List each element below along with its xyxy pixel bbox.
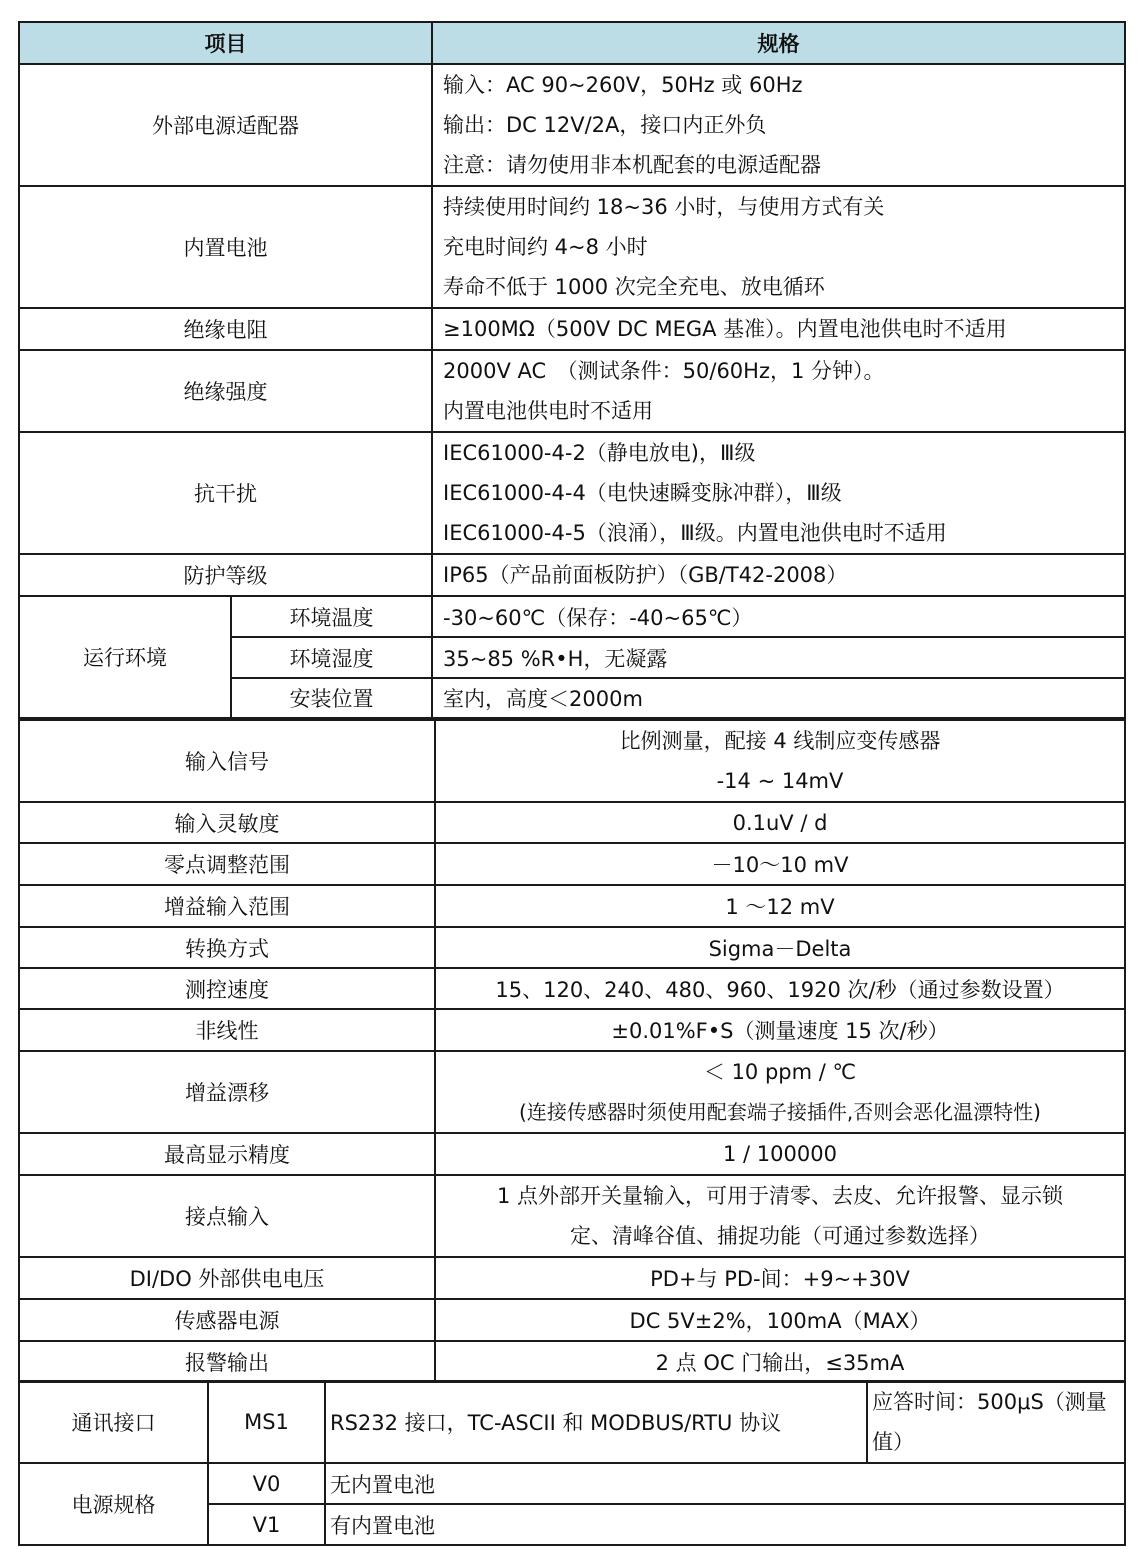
header-spec: 规格 — [432, 22, 1125, 64]
value-line: ≥100MΩ（500V DC MEGA 基准）。内置电池供电时不适用 — [443, 317, 1007, 341]
table-row — [19, 843, 1125, 885]
table-row — [19, 885, 1125, 927]
value-line: 持续使用时间约 18~36 小时，与使用方式有关 — [443, 195, 885, 219]
row-value: Sigma－Delta — [435, 927, 1125, 968]
row-value: 0.1uV / d — [435, 802, 1125, 843]
spec-table-options — [18, 1380, 1126, 1546]
value-line: ＜ 10 ppm / ℃ — [703, 1060, 857, 1084]
table-row — [19, 720, 1125, 802]
table-row — [19, 64, 1125, 186]
table-row — [19, 432, 1125, 554]
value-line: 2000V AC （测试条件：50/60Hz，1 分钟）。 — [443, 359, 885, 383]
value-line: 比例测量，配接 4 线制应变传感器 — [619, 729, 941, 753]
table-row — [19, 802, 1125, 843]
table-row — [19, 1051, 1125, 1133]
row-label: 输入灵敏度 — [19, 802, 435, 843]
table-row — [19, 1257, 1125, 1299]
value-line: IEC61000-4-2（静电放电)，Ⅲ级 — [443, 441, 756, 465]
table-row — [19, 308, 1125, 350]
table-row — [19, 1381, 1125, 1463]
value-line: IEC61000-4-5（浪涌），Ⅲ级。内置电池供电时不适用 — [443, 521, 947, 545]
env-item: 环境湿度 — [231, 637, 432, 678]
env-value: 室内，高度＜2000m — [432, 678, 1125, 718]
row-label: 防护等级 — [19, 554, 432, 596]
value-line: -14 ~ 14mV — [716, 769, 844, 793]
row-value — [432, 64, 1125, 186]
value-line: (连接传感器时须使用配套端子接插件,否则会恶化温漂特性) — [519, 1100, 1041, 1124]
table-row — [19, 350, 1125, 432]
row-label: 增益漂移 — [19, 1051, 435, 1133]
spec-table-measurement — [18, 719, 1126, 1383]
row-value — [435, 1175, 1125, 1257]
value-line: 内置电池供电时不适用 — [443, 399, 653, 423]
row-value: －10～10 mV — [435, 843, 1125, 885]
table-row — [19, 1299, 1125, 1341]
row-label: 内置电池 — [19, 186, 432, 308]
row-label: 报警输出 — [19, 1341, 435, 1382]
row-label: 输入信号 — [19, 720, 435, 802]
comms-response: 应答时间：500μS（测量值） — [867, 1381, 1125, 1463]
value-line: IEC61000-4-4（电快速瞬变脉冲群），Ⅲ级 — [443, 481, 842, 505]
row-label: DI/DO 外部供电电压 — [19, 1257, 435, 1299]
power-code: V0 — [208, 1463, 325, 1504]
table-row — [19, 927, 1125, 968]
env-item: 安装位置 — [231, 678, 432, 718]
comms-code: MS1 — [208, 1381, 325, 1463]
row-value — [432, 432, 1125, 554]
table-row — [19, 968, 1125, 1009]
row-label: 增益输入范围 — [19, 885, 435, 927]
row-label: 传感器电源 — [19, 1299, 435, 1341]
row-label: 转换方式 — [19, 927, 435, 968]
env-label: 运行环境 — [19, 596, 231, 718]
row-value: 15、120、240、480、960、1920 次/秒（通过参数设置） — [435, 968, 1125, 1009]
row-label: 绝缘强度 — [19, 350, 432, 432]
row-label: 抗干扰 — [19, 432, 432, 554]
row-label: 最高显示精度 — [19, 1133, 435, 1175]
spec-table-general — [18, 21, 1126, 719]
value-line: 1 点外部开关量输入，可用于清零、去皮、允许报警、显示锁 — [496, 1184, 1064, 1208]
value-line: 寿命不低于 1000 次完全充电、放电循环 — [443, 275, 825, 299]
table-row — [19, 1175, 1125, 1257]
power-code: V1 — [208, 1504, 325, 1545]
row-value: PD+与 PD-间：+9~+30V — [435, 1257, 1125, 1299]
row-value — [432, 308, 1125, 350]
value-line: 注意：请勿使用非本机配套的电源适配器 — [443, 153, 821, 177]
row-value: ±0.01%F•S（测量速度 15 次/秒） — [435, 1009, 1125, 1051]
value-line: 充电时间约 4~8 小时 — [443, 235, 648, 259]
table-row — [19, 596, 1125, 637]
table-row — [19, 1463, 1125, 1504]
table-row — [19, 186, 1125, 308]
row-value: DC 5V±2%，100mA（MAX） — [435, 1299, 1125, 1341]
table-row — [19, 554, 1125, 596]
row-value: 1 ～12 mV — [435, 885, 1125, 927]
comms-label: 通讯接口 — [19, 1381, 208, 1463]
value-line: 输入：AC 90~260V，50Hz 或 60Hz — [443, 73, 803, 97]
row-label: 接点输入 — [19, 1175, 435, 1257]
row-value — [432, 186, 1125, 308]
row-value: 1 / 100000 — [435, 1133, 1125, 1175]
row-label: 绝缘电阻 — [19, 308, 432, 350]
value-line: 输出：DC 12V/2A，接口内正外负 — [443, 113, 767, 137]
row-label: 非线性 — [19, 1009, 435, 1051]
power-desc: 有内置电池 — [325, 1504, 1125, 1545]
env-value: -30~60℃（保存：-40~65℃） — [432, 596, 1125, 637]
power-label: 电源规格 — [19, 1463, 208, 1545]
value-line: 定、清峰谷值、捕捉功能（可通过参数选择） — [570, 1224, 990, 1248]
value-line: IP65（产品前面板防护）（GB/T42-2008） — [443, 563, 848, 587]
row-value — [435, 1051, 1125, 1133]
row-value — [435, 720, 1125, 802]
comms-desc: RS232 接口，TC-ASCII 和 MODBUS/RTU 协议 — [325, 1381, 867, 1463]
row-value — [432, 350, 1125, 432]
row-value: 2 点 OC 门输出，≤35mA — [435, 1341, 1125, 1382]
row-value — [432, 554, 1125, 596]
table-row — [19, 1009, 1125, 1051]
table-row — [19, 1341, 1125, 1382]
row-label: 测控速度 — [19, 968, 435, 1009]
env-item: 环境温度 — [231, 596, 432, 637]
table-header-row — [19, 22, 1125, 64]
power-desc: 无内置电池 — [325, 1463, 1125, 1504]
header-item: 项目 — [19, 22, 432, 64]
table-row — [19, 1133, 1125, 1175]
row-label: 零点调整范围 — [19, 843, 435, 885]
row-label: 外部电源适配器 — [19, 64, 432, 186]
env-value: 35~85 %R•H，无凝露 — [432, 637, 1125, 678]
